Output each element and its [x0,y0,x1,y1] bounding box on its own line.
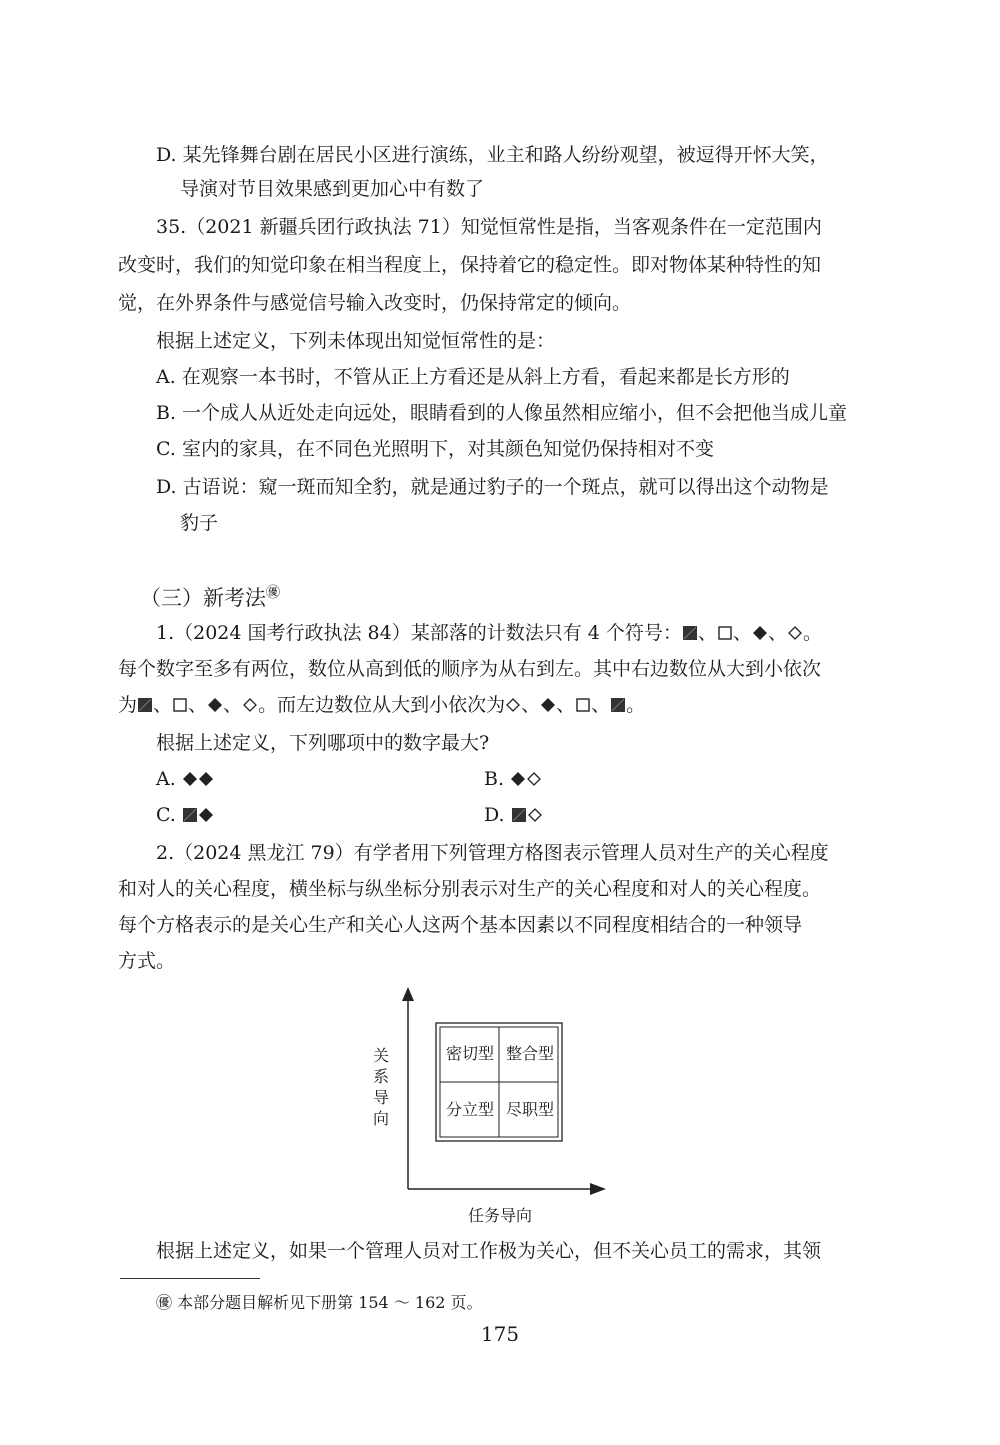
footnote [156,1288,483,1318]
q35-option-d-line2: 豹子 [180,512,219,534]
q2-stem-line3: 每个方格表示的是关心生产和关心人这两个基本因素以不同程度相结合的一种领导 [118,914,803,936]
q1-option-d: D. [484,800,543,832]
hollow-square-icon [575,692,591,722]
grid-cell-bottom-left: 分立型 [445,1100,494,1119]
solid-diamond-icon [510,766,526,796]
dark-square-icon [182,802,198,832]
q35-prompt: 根据上述定义，下列未体现出知觉恒常性的是： [156,330,556,352]
q1-line1-prefix: 1.（2024 国考行政执法 84）某部落的计数法只有 4 个符号： [156,622,682,644]
footnote-rule [120,1278,260,1279]
q1-option-c: C. [156,800,214,832]
solid-diamond-icon [198,766,214,796]
solid-diamond-icon [182,766,198,796]
solid-diamond-icon [540,692,556,722]
q35-option-d-line1: D. 古语说：窥一斑而知全豹，就是通过豹子的一个斑点，就可以得出这个动物是 [156,476,829,498]
hollow-diamond-icon [526,766,542,796]
q35-stem-line2: 改变时，我们的知觉印象在相当程度上，保持着它的稳定性。即对物体某种特性的知 [118,254,822,276]
y-axis-label: 关系导向 [372,1046,389,1128]
dark-square-icon [682,620,698,650]
hollow-diamond-icon [242,692,258,722]
footnote-mark-icon: ㊝ [156,1293,173,1312]
managerial-grid-diagram [360,985,620,1230]
q2-stem-line2: 和对人的关心程度，横坐标与纵坐标分别表示对生产的关心程度和对人的关心程度。 [118,878,822,900]
y-axis-arrow-icon [402,987,414,1001]
hollow-square-icon [717,620,733,650]
prev-option-d-line2: 导演对节目效果感到更加心中有数了 [180,178,485,200]
dark-square-icon [137,692,153,722]
q1-option-b: B. [484,764,542,796]
q35-option-b: B. 一个成人从近处走向远处，眼睛看到的人像虽然相应缩小，但不会把他当成儿童 [156,402,848,424]
q35-stem-line3: 觉，在外界条件与感觉信号输入改变时，仍保持常定的倾向。 [118,292,632,314]
grid-cell-top-right: 整合型 [505,1044,554,1063]
dark-square-icon [610,692,626,722]
x-axis-arrow-icon [590,1183,606,1195]
solid-diamond-icon [207,692,223,722]
section-title: （三）新考法 [140,586,266,610]
q1-option-a: A. [156,764,214,796]
x-axis-label: 任务导向 [467,1206,532,1225]
prev-option-d-line1: D. 某先锋舞台剧在居民小区进行演练，业主和路人纷纷观望，被逗得开怀大笑， [156,144,829,166]
q35-option-c: C. 室内的家具，在不同色光照明下，对其颜色知觉仍保持相对不变 [156,438,714,460]
q35-stem-line1: 35.（2021 新疆兵团行政执法 71）知觉恒常性是指，当客观条件在一定范围内 [156,216,822,238]
footnote-text: 本部分题目解析见下册第 154 ～ 162 页。 [177,1293,483,1312]
grid-cell-bottom-right: 尽职型 [505,1100,554,1119]
section-heading [140,578,280,613]
hollow-diamond-icon [787,620,803,650]
q1-stem-line2: 每个数字至多有两位，数位从高到低的顺序为从右到左。其中右边数位从大到小依次 [118,658,822,680]
q1-prompt: 根据上述定义，下列哪项中的数字最大? [156,732,490,754]
dark-square-icon [511,802,527,832]
grid-cell-top-left: 密切型 [445,1044,494,1063]
hollow-diamond-icon [527,802,543,832]
solid-diamond-icon [752,620,768,650]
footnote-marker-icon: ㊝ [266,585,280,601]
q2-stem-line1: 2.（2024 黑龙江 79）有学者用下列管理方格图表示管理人员对生产的关心程度 [156,842,829,864]
q2-followup: 根据上述定义，如果一个管理人员对工作极为关心，但不关心员工的需求，其领 [156,1240,822,1262]
q2-stem-line4: 方式。 [118,950,176,972]
page-number: 175 [480,1322,520,1346]
q1-line1-suffix: 。 [802,622,822,644]
hollow-diamond-icon [505,692,521,722]
hollow-square-icon [172,692,188,722]
q1-stem-line3: 为 、 、 、 。而左边数位从大到小依次为 、 、 、 。 [118,690,645,722]
q35-option-a: A. 在观察一本书时，不管从正上方看还是从斜上方看，看起来都是长方形的 [156,366,790,388]
solid-diamond-icon [198,802,214,832]
q1-stem-line1: 1.（2024 国考行政执法 84）某部落的计数法只有 4 个符号： 、 、 、 。 [156,618,822,650]
